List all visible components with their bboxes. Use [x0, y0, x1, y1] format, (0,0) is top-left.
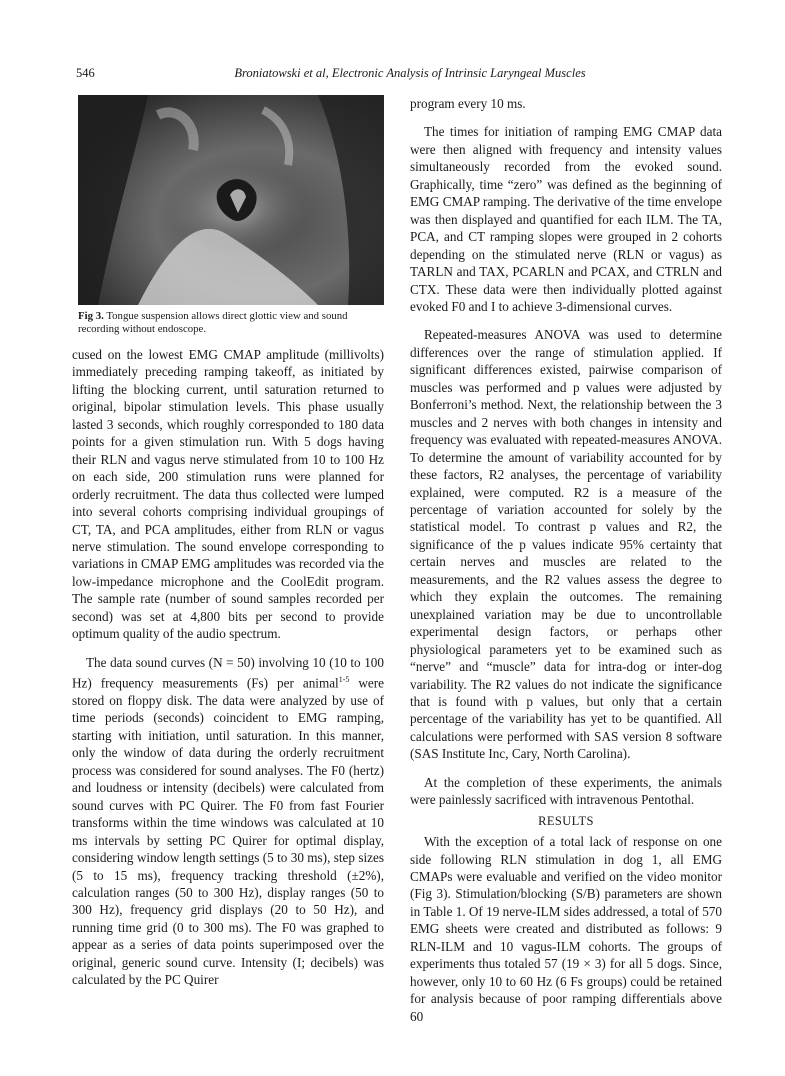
paragraph-alignment: The times for initiation of ramping EMG CMAP data were then aligned with frequency and intensity values simultaneously recorded from the evoked sound. Graphically, time “zero” was defined as the beginning of EMG CMAP ramping. The derivative of the time envelope was then displayed and quantified for each ILM. The TA, PCA, and CT ramping slopes were grouped in 2 cohorts depending on the stimulated nerve (RLN or vagus) as TARLN and TAX, PCARLN and PCAX, and CTRLN and CTX. These data were then individually plotted against evoked F0 and I to achieve 3-dimensional curves.	[410, 124, 722, 314]
paragraph-results: With the exception of a total lack of response on one side following RLN stimulation in dog 1, all EMG CMAPs were evaluable and verified on the video monitor (Fig 3). Stimulation/blocking (S/B) parameters are shown in Table 1. Of 19 nerve-ILM sides addressed, a total of 570 EMG sheets were created and distributed as follows: 9 RLN-ILM and 10 vagus-ILM cohorts. The groups of experiments thus totaled 57 (19 × 3) for all 5 dogs. Since, however, only 10 to 60 Hz (6 Fs groups) could be retained for analysis because of poor ramping differentials above 60	[410, 834, 722, 1024]
paragraph-methods-2	[72, 654, 384, 989]
figure-photo	[78, 95, 384, 305]
paragraph-methods-2a: The data sound curves (N = 50) involving 10 (10 to 100 Hz) frequency measurements (Fs) per animal	[72, 654, 384, 691]
reference-superscript: 1-5	[338, 675, 350, 685]
glottis-photo-image	[78, 95, 384, 305]
running-head: Broniatowski et al, Electronic Analysis of Intrinsic Laryngeal Muscles	[234, 66, 586, 80]
paragraph-continued: program every 10 ms.	[410, 96, 526, 111]
figure-caption-text: Tongue suspension allows direct glottic view and sound recording without endoscope.	[78, 310, 348, 335]
section-heading-results: RESULTS	[538, 813, 594, 828]
left-column	[72, 95, 384, 989]
page-number: 546	[76, 66, 95, 80]
figure-caption	[78, 310, 384, 336]
paragraph-methods-2b: were stored on floppy disk. The data were analyzed by use of time periods (seconds) coincident to EMG ramping, starting with initiation, until saturation. In this manner, only the window of data during the orderly recruitment process was considered for sound analyses. The F0 (hertz) and loudness or intensity (decibels) were calculated from sound curves with PC Quirer. The F0 from fast Fourier transforms within the time windows was calculated at 10 ms intervals by setting PC Quirer for optimal display, considering window length settings (5 to 30 ms), step sizes (5 to 15 ms), frequency tracking threshold (±2%), calculation ranges (50 to 300 Hz), display ranges (50 to 300 Hz), frequency grid displays (20 to 50 Hz), and running time grid (0 to 300 ms). The F0 was graphed to appear as a series of data points superimposed over the original, generic sound curve. Intensity (I; decibels) was calculated by the PC Quirer	[72, 675, 384, 988]
right-column	[410, 95, 722, 1025]
figure-label: Fig 3.	[78, 310, 104, 322]
paragraph-statistics: Repeated-measures ANOVA was used to determine differences over the range of stimulation applied. If significant differences existed, pairwise comparison of muscles was performed and p values were adjusted by Bonferroni’s method. Next, the relationship between the 3 muscles and 2 nerves with both changes in intensity and frequency was evaluated with repeated-measures ANOVA. To determine the amount of variability accounted for by these factors, R2 analyses, the percentage of variability explained, were computed. R2 is a measure of the percentage of variation accounted for solely by the statistical model. To contrast p values and R2, the significance of the p values indicate 95% certainty that certain nerves and muscles are related to the measurements, and the R2 values assess the degree to which they explain the outcomes. The remaining unexplained variation may be due to uncontrollable experimental design factors, or perhaps other physiological parameters yet to be examined such as “nerve” and “muscle” data for intra-dog or inter-dog variability. The R2 values do not indicate the significance that is found with p values, but only that a certain percentage of the variability has yet to be quantified. All calculations were performed with SAS version 8 software (SAS Institute Inc, Cary, North Carolina).	[410, 327, 722, 762]
paragraph-sacrifice: At the completion of these experiments, the animals were painlessly sacrificed with intravenous Pentothal.	[410, 774, 722, 808]
paragraph-methods-1: cused on the lowest EMG CMAP amplitude (millivolts) immediately preceding ramping takeoff, as initiated by lifting the blocking current, until saturation returned to original, bipolar stimulation levels. This phase usually lasted 3 seconds, which roughly corresponded to 180 data points for a given stimulation run. With 5 dogs having their RLN and vagus nerve stimulated from 10 to 100 Hz on each side, 200 stimulation runs were planned for orderly recruitment. The data thus collected were lumped into several cohorts comprising individual groupings of CT, TA, and PCA amplitudes, either from RLN or vagus nerve stimulation. The sound envelope corresponding to variations in CMAP EMG amplitudes was recorded via the low-impedance microphone and the CoolEdit program. The sample rate (number of sound samples recorded per second) was set at 4,800 bits per second to provide optimum quality of the audio spectrum.	[72, 347, 384, 642]
